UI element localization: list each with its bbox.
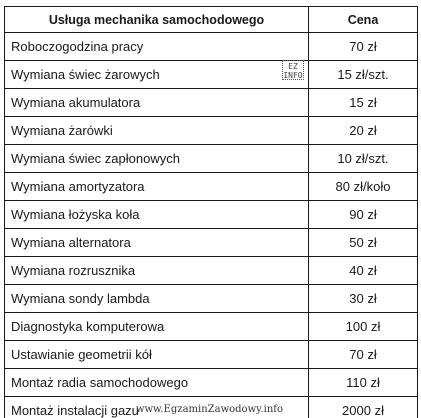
header-service: Usługa mechanika samochodowego	[5, 7, 309, 33]
price-cell: 90 zł	[309, 201, 418, 229]
price-cell: 15 zł	[309, 89, 418, 117]
service-cell: Montaż instalacji gazu	[5, 397, 309, 418]
service-cell: Diagnostyka komputerowa	[5, 313, 309, 341]
table-row	[5, 117, 418, 145]
table-row	[5, 89, 418, 117]
price-cell: 2000 zł	[309, 397, 418, 418]
service-cell: Wymiana świec zapłonowych	[5, 145, 309, 173]
table-row	[5, 229, 418, 257]
table-body	[5, 33, 418, 418]
table-row	[5, 341, 418, 369]
service-cell: Wymiana amortyzatora	[5, 173, 309, 201]
service-cell: Wymiana alternatora	[5, 229, 309, 257]
table-row	[5, 201, 418, 229]
price-cell: 70 zł	[309, 341, 418, 369]
service-cell: Roboczogodzina pracy	[5, 33, 309, 61]
price-cell: 10 zł/szt.	[309, 145, 418, 173]
price-cell: 80 zł/koło	[309, 173, 418, 201]
ez-info-watermark	[282, 60, 304, 80]
service-cell: Wymiana łożyska koła	[5, 201, 309, 229]
header-price: Cena	[309, 7, 418, 33]
price-cell: 40 zł	[309, 257, 418, 285]
table-row	[5, 173, 418, 201]
table-row	[5, 61, 418, 89]
service-cell: Ustawianie geometrii kół	[5, 341, 309, 369]
watermark-line-1: EZ	[288, 62, 298, 71]
price-cell: 100 zł	[309, 313, 418, 341]
price-cell: 110 zł	[309, 369, 418, 397]
service-cell: Montaż radia samochodowego	[5, 369, 309, 397]
table-header-row	[5, 7, 418, 33]
table-row	[5, 33, 418, 61]
table-row	[5, 145, 418, 173]
service-cell: Wymiana akumulatora	[5, 89, 309, 117]
footer-site-url: www.EgzaminZawodowy.info	[135, 404, 283, 415]
service-cell: Wymiana świec żarowych	[5, 61, 309, 89]
table-row	[5, 285, 418, 313]
watermark-line-2: INFO	[283, 71, 303, 80]
table-row	[5, 313, 418, 341]
price-cell: 50 zł	[309, 229, 418, 257]
table-row	[5, 369, 418, 397]
price-cell: 70 zł	[309, 33, 418, 61]
price-cell: 15 zł/szt.	[309, 61, 418, 89]
price-cell: 20 zł	[309, 117, 418, 145]
service-cell: Wymiana żarówki	[5, 117, 309, 145]
table-row	[5, 257, 418, 285]
service-cell: Wymiana sondy lambda	[5, 285, 309, 313]
price-cell: 30 zł	[309, 285, 418, 313]
service-cell: Wymiana rozrusznika	[5, 257, 309, 285]
price-table	[4, 6, 418, 418]
